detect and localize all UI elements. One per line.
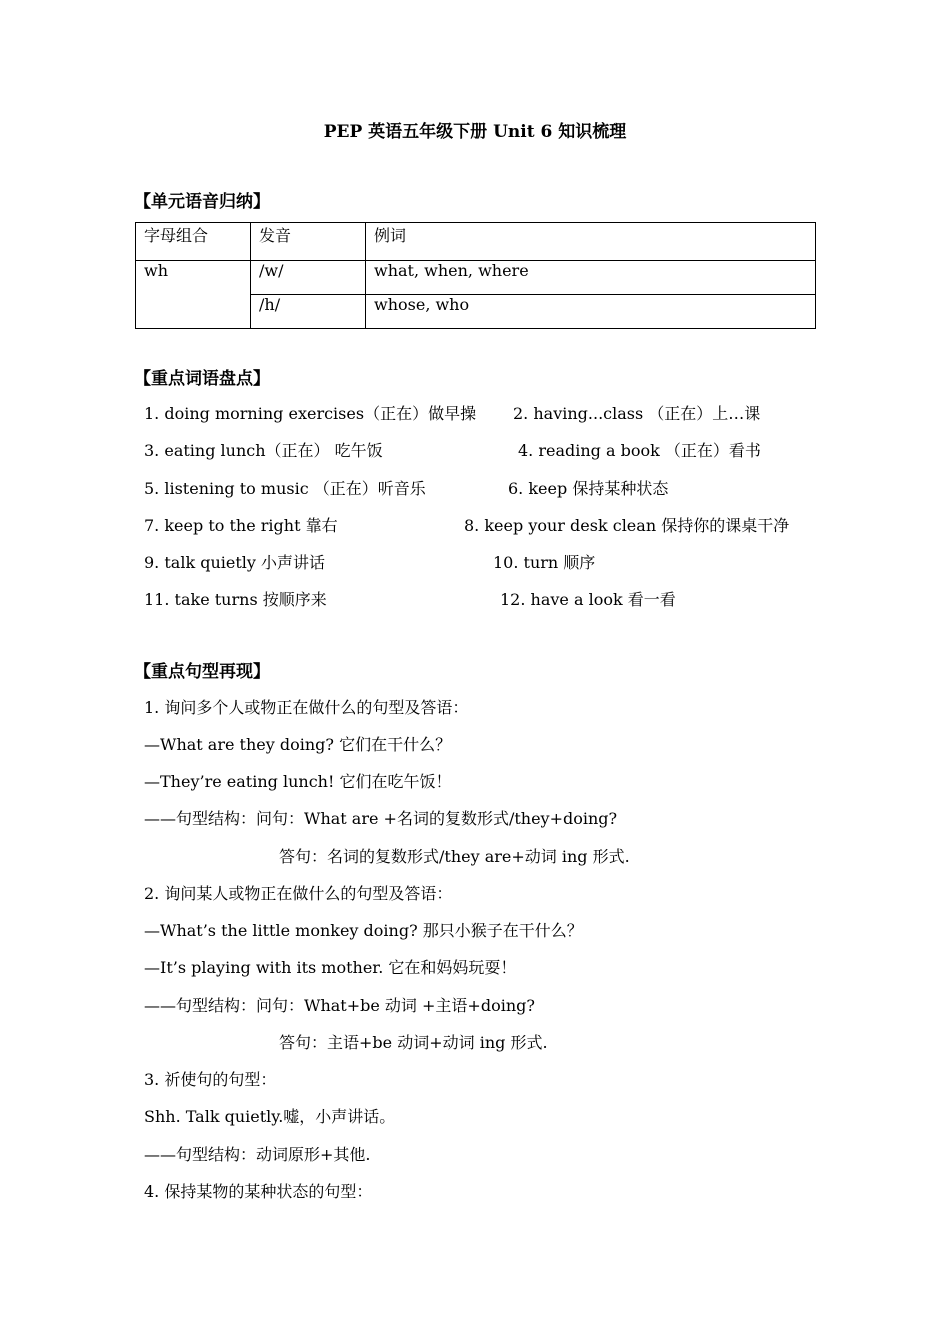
sentence-line: —They’re eating lunch! 它们在吃午饭！ bbox=[144, 772, 452, 791]
sentence-line: Shh. Talk quietly.嘘，小声讲话。 bbox=[144, 1107, 396, 1126]
table-cell-group: wh bbox=[136, 261, 251, 329]
sentence-line: 4. 保持某物的某种状态的句型： bbox=[144, 1182, 373, 1201]
page-title: PEP 英语五年级下册 Unit 6 知识梳理 bbox=[323, 122, 627, 142]
vocab-item: 1. doing morning exercises（正在）做早操 bbox=[144, 404, 477, 423]
vocab-item: 4. reading a book （正在）看书 bbox=[518, 441, 761, 460]
table-cell: /w/ bbox=[251, 261, 366, 295]
sentence-line: 2. 询问某人或物正在做什么的句型及答语： bbox=[144, 884, 453, 903]
sentence-line: 3. 祈使句的句型： bbox=[144, 1070, 277, 1089]
table-cell: what, when, where bbox=[366, 261, 816, 295]
sentence-line: ——句型结构：问句：What+be 动词 +主语+doing? bbox=[144, 996, 535, 1015]
vocab-item: 8. keep your desk clean 保持你的课桌干净 bbox=[464, 516, 790, 535]
sentence-line: ——句型结构：动词原形+其他. bbox=[144, 1145, 371, 1164]
vocab-item: 6. keep 保持某种状态 bbox=[508, 479, 669, 498]
vocab-item: 10. turn 顺序 bbox=[493, 553, 596, 572]
section-heading-phonics: 【单元语音归纳】 bbox=[134, 192, 270, 212]
sentence-line: —What’s the little monkey doing? 那只小猴子在干什么？ bbox=[144, 921, 583, 940]
table-header: 例词 bbox=[366, 223, 816, 261]
table-cell: /h/ bbox=[251, 295, 366, 329]
section-heading-sentences: 【重点句型再现】 bbox=[134, 662, 270, 682]
vocab-item: 9. talk quietly 小声讲话 bbox=[144, 553, 326, 572]
vocab-item: 5. listening to music （正在）听音乐 bbox=[144, 479, 426, 498]
sentence-line: 答句：名词的复数形式/they are+动词 ing 形式. bbox=[279, 847, 630, 866]
table-header: 字母组合 bbox=[136, 223, 251, 261]
sentence-line: 1. 询问多个人或物正在做什么的句型及答语： bbox=[144, 698, 469, 717]
vocab-item: 3. eating lunch（正在） 吃午饭 bbox=[144, 441, 383, 460]
section-heading-vocab: 【重点词语盘点】 bbox=[134, 369, 270, 389]
vocab-item: 12. have a look 看一看 bbox=[500, 590, 676, 609]
sentence-line: ——句型结构：问句：What are +名词的复数形式/they+doing? bbox=[144, 809, 618, 828]
table-cell: whose, who bbox=[366, 295, 816, 329]
sentence-line: —What are they doing? 它们在干什么？ bbox=[144, 735, 452, 754]
vocab-item: 2. having...class （正在）上…课 bbox=[513, 404, 761, 423]
sentence-line: 答句：主语+be 动词+动词 ing 形式. bbox=[279, 1033, 548, 1052]
vocab-item: 7. keep to the right 靠右 bbox=[144, 516, 338, 535]
phonics-table bbox=[135, 222, 816, 329]
sentence-line: —It’s playing with its mother. 它在和妈妈玩耍！ bbox=[144, 958, 517, 977]
table-header: 发音 bbox=[251, 223, 366, 261]
vocab-item: 11. take turns 按顺序来 bbox=[144, 590, 327, 609]
